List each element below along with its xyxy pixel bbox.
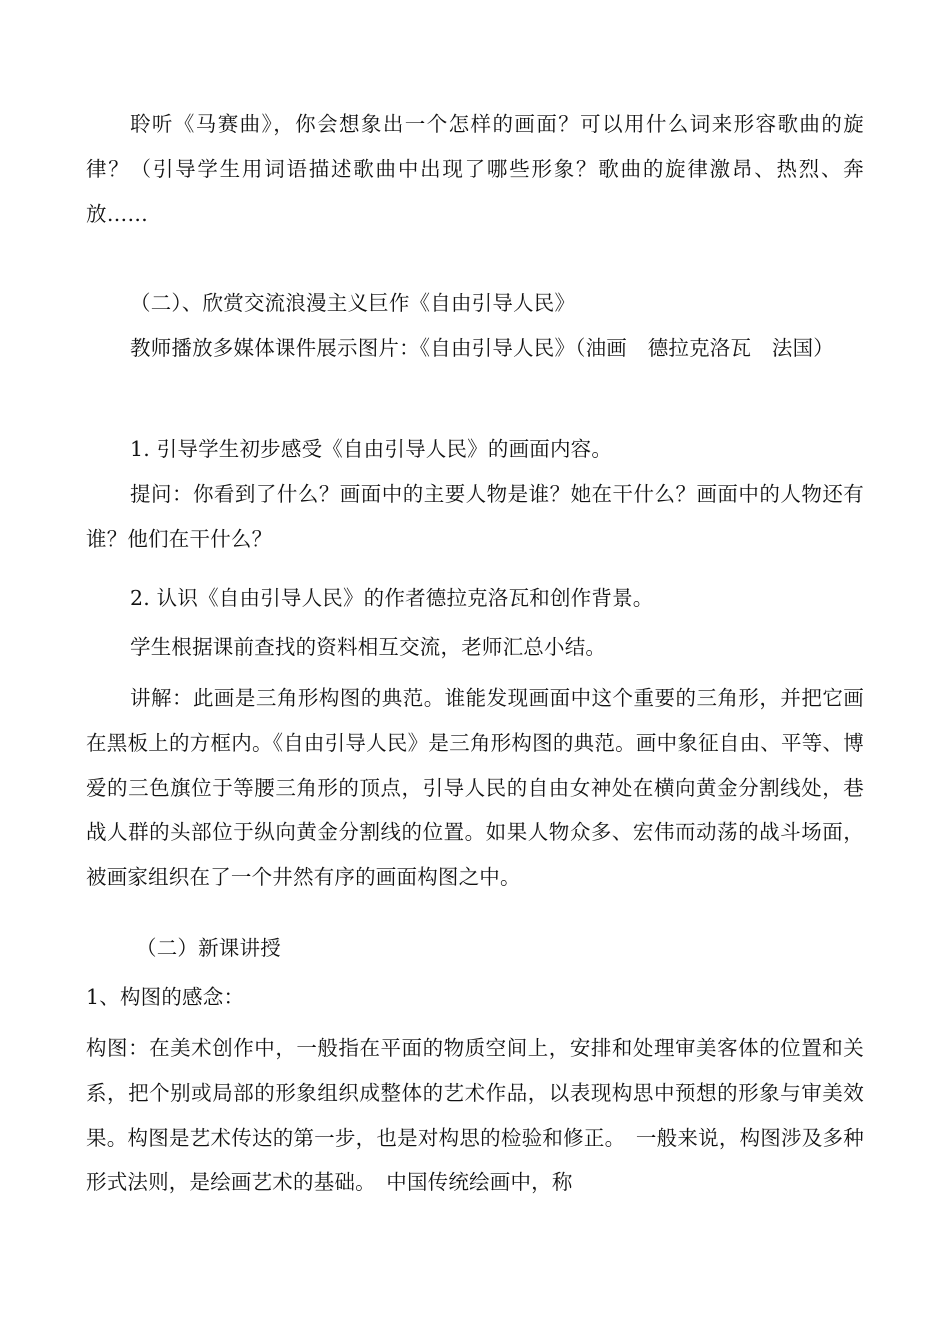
paragraph-step-1: 1. 引导学生初步感受《自由引导人民》的画面内容。 [130,437,613,461]
paragraph-student-exchange: 学生根据课前查找的资料相互交流，老师汇总小结。 [130,635,607,659]
paragraph-questions: 提问：你看到了什么？画面中的主要人物是谁？她在干什么？画面中的人物还有谁？他们在干什么？ [86,482,864,551]
paragraph-section-heading: （二）、欣赏交流浪漫主义巨作《自由引导人民》 [130,291,576,315]
paragraph-marseillaise: 聆听《马赛曲》，你会想象出一个怎样的画面？可以用什么词来形容歌曲的旋律？（引导学生用词语描述歌曲中出现了哪些形象？歌曲的旋律激昂、热烈、奔放…… [86,112,864,226]
paragraph-composition-concept-heading: 1、构图的感念： [86,985,245,1009]
paragraph-step-2: 2. 认识《自由引导人民》的作者德拉克洛瓦和创作背景。 [130,586,654,610]
paragraph-teacher-display: 教师播放多媒体课件展示图片：《自由引导人民》（油画 德拉克洛瓦 法国） [130,336,834,360]
paragraph-composition-definition: 构图：在美术创作中，一般指在平面的物质空间上，安排和处理审美客体的位置和关系，把个别或局部的形象组织成整体的艺术作品，以表现构思中预想的形象与审美效果。构图是艺术传达的第一步，也是对构思的检验和修正。 一般来说，构图涉及多种形式法则，是绘画艺术的基础。 中国传统绘画中，称 [86,1036,864,1195]
paragraph-new-lesson-heading: （二）新课讲授 [136,936,281,960]
paragraph-explanation: 讲解：此画是三角形构图的典范。谁能发现画面中这个重要的三角形，并把它画在黑板上的方框内。《自由引导人民》是三角形构图的典范。画中象征自由、平等、博爱的三色旗位于等腰三角形的顶点，引导人民的自由女神处在横向黄金分割线处，巷战人群的头部位于纵向黄金分割线的位置。如果人物众多、宏伟而动荡的战斗场面，被画家组织在了一个井然有序的画面构图之中。 [86,686,864,890]
